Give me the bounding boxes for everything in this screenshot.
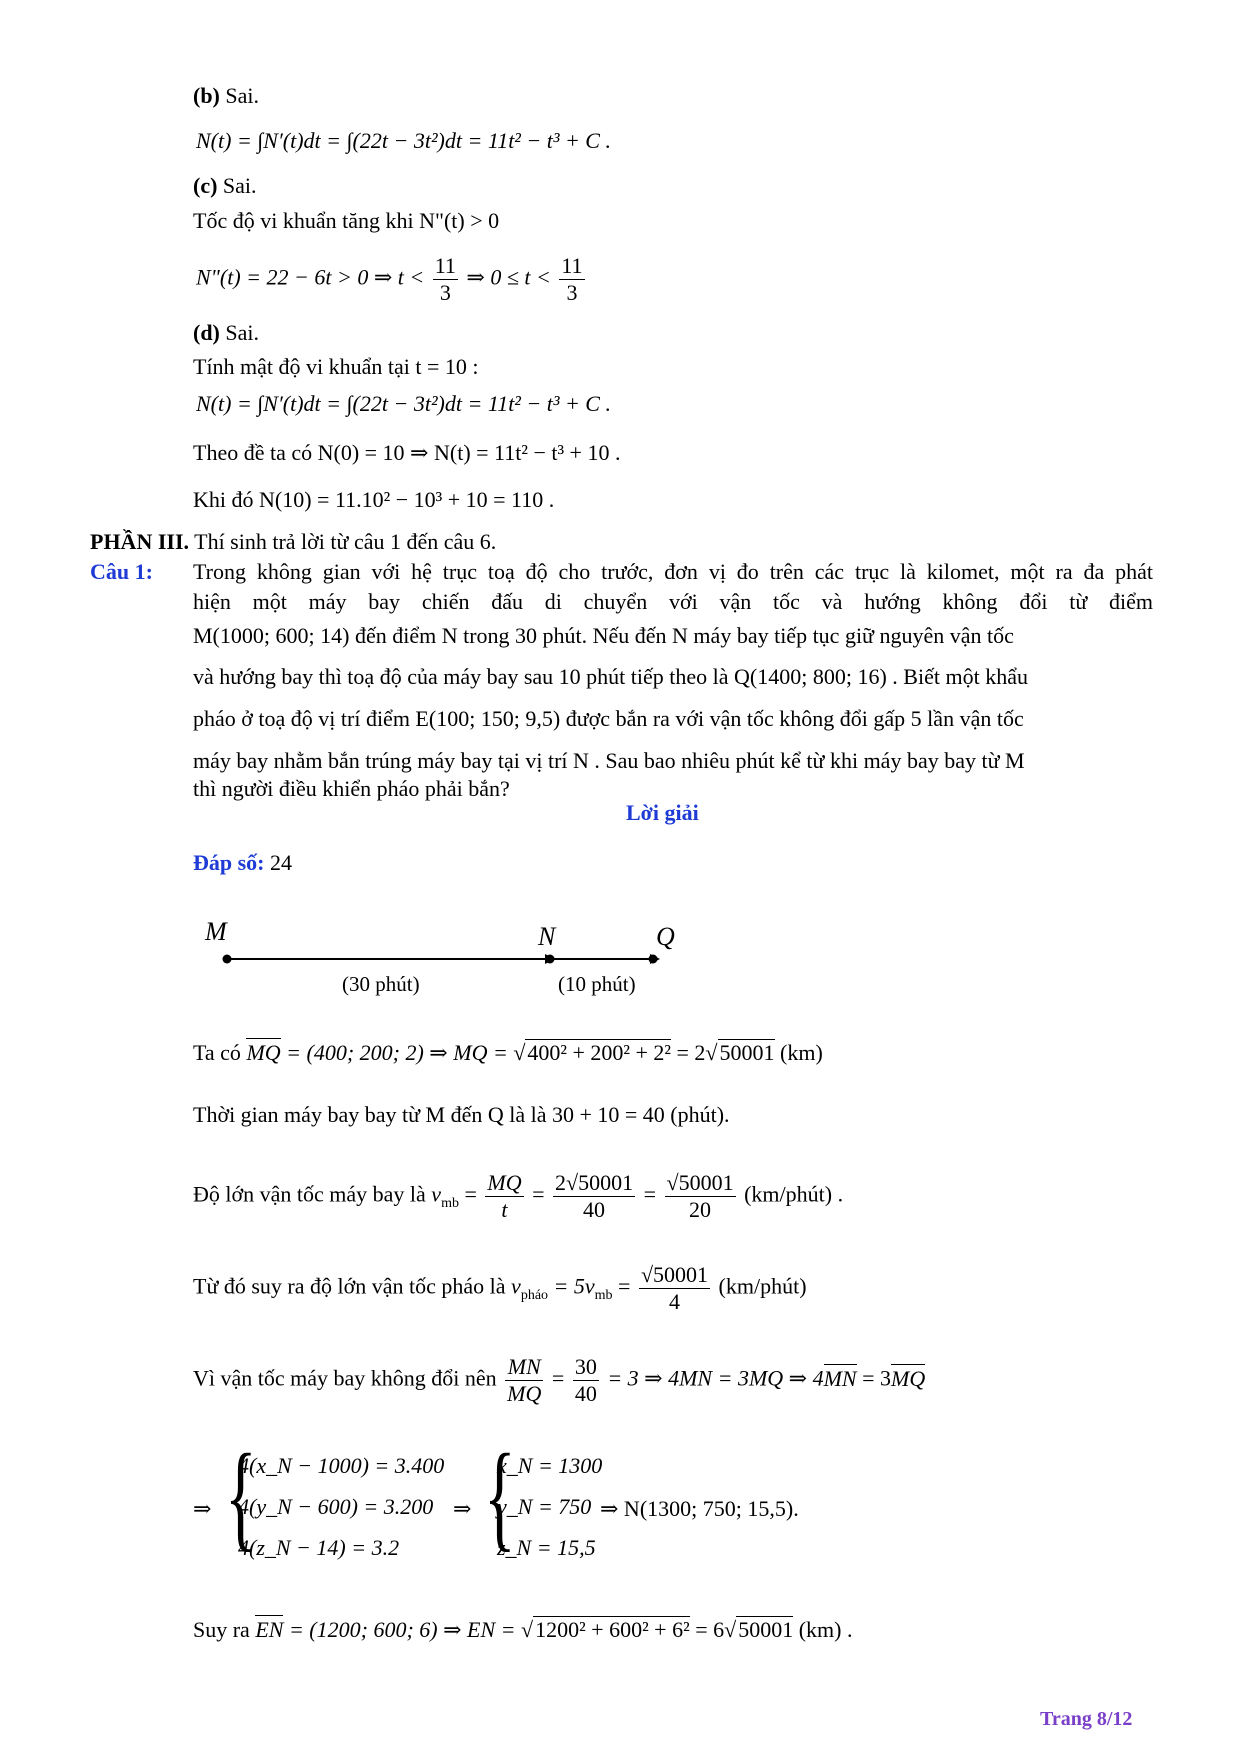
fraction-mq-t: $\frac{MQ}{t}$ [487,1170,522,1222]
q1-line6: máy bay nhằm bắn trúng máy bay tại vị trí N . Sau bao nhiêu phút kể từ khi máy bay bay từ M [193,748,1025,773]
part-c-ineq2: ⇒ 0 ≤ t < [466,264,551,290]
v-sub-mb: mb [441,1195,459,1211]
vector-en: EN [255,1617,284,1642]
sqrt-50001: 50001 [719,1040,775,1065]
part-c-line2 [196,253,588,306]
system1-eq3: 4(z_N − 14) = 3.2 [238,1535,400,1560]
part-c-line1: Tốc độ vi khuẩn tăng khi N"(t) > 0 [193,208,500,233]
system1-eq1: 4(x_N − 1000) = 3.400 [238,1453,445,1478]
system-arrow-2: ⇒ [453,1496,472,1521]
point-m [223,955,232,964]
part-b-text: Sai. [225,83,260,108]
flight-path-diagram [190,910,710,1000]
system-arrow-1: ⇒ [193,1496,212,1521]
part-c-ineq: N"(t) = 22 − 6t > 0 ⇒ t < [196,264,425,290]
q1-line7: thì người điều khiển pháo phải bắn? [193,776,510,801]
sqrt-50001-2: 50001 [738,1617,794,1642]
sol-step4-unit: (km/phút) [718,1273,807,1299]
segment-2-label: (10 phút) [558,972,636,996]
label-m: M [205,917,227,946]
question-1-label: Câu 1: [90,559,153,584]
sol-step4-mid: = 5v [553,1273,595,1299]
vector-mn: MN [823,1365,857,1391]
system2-eq3: z_N = 15,5 [497,1535,596,1560]
sol-step4: Từ đó suy ra độ lớn vận tốc pháo là $v_{pháo} = 5v_{mb}$ = $\frac{√50001}{4}$ (km/phút) [193,1262,807,1314]
system-result: ⇒ N(1300; 750; 15,5). [600,1496,799,1521]
sol-step6-eq: = (1200; 600; 6) ⇒ EN = [288,1617,516,1642]
q1-line2: hiện một máy bay chiến đấu di chuyển với vận tốc và hướng không đổi từ điểm [193,589,1153,614]
v-symbol: v [431,1181,442,1207]
sol-step5-eq2: = 3 [862,1365,892,1391]
sqrt-mq: 400² + 200² + 2² [527,1040,671,1065]
answer-value: 24 [270,850,293,875]
sol-step1-unit: (km) [780,1040,823,1065]
answer-label: Đáp số: [193,850,265,875]
sol-step5-intro: Vì vận tốc máy bay không đổi nên [193,1365,497,1391]
label-n: N [538,922,556,951]
part-d-line1: Tính mật độ vi khuẩn tại t = 10 : [193,354,479,379]
sol-step1-eq: = (400; 200; 2) ⇒ MQ = [286,1040,508,1065]
fraction-sqrt-20: $\frac{√50001}{20}$ [666,1170,734,1222]
system2-eq1: x_N = 1300 [497,1453,603,1478]
left-brace-1: { [225,1429,257,1562]
v-sub-phao: pháo [520,1287,549,1303]
sqrt-en: 1200² + 600² + 6² [535,1617,690,1642]
page-number: Trang 8/12 [1040,1708,1133,1730]
fraction-mn-mq: $\frac{MN}{MQ}$ [507,1354,542,1406]
part3-heading [90,529,496,555]
fraction-11-3: $\frac{11}{3}$ [434,253,456,305]
part-d-formula: N(t) = ∫N′(t)dt = ∫(22t − 3t²)dt = 11t² − t³ + C . [196,391,611,416]
part-d-line3: Theo đề ta có N(0) = 10 ⇒ N(t) = 11t² − t³ + 10 . [193,440,621,465]
label-q: Q [656,922,675,951]
sol-step3: Độ lớn vận tốc máy bay là $v_{mb}$ = $\frac{MQ}{t}$ = $\frac{2√50001}{40}$ = $\frac{√50001}{20}$ (km/phút) . [193,1170,844,1222]
sol-step2: Thời gian máy bay bay từ M đến Q là là 30 + 10 = 40 (phút). [193,1102,730,1127]
sol-step6-intro: Suy ra [193,1617,250,1642]
vector-mq: MQ [246,1040,281,1065]
sol-step6-eq2: = 6 [695,1617,725,1642]
part3-desc: Thí sinh trả lời từ câu 1 đến câu 6. [194,529,497,554]
q1-line1: Trong không gian với hệ trục toạ độ cho trước, đơn vị đo trên các trục là kilomet, một ra đa phát [193,559,1153,584]
part-c-text: Sai. [222,173,257,198]
sol-step4-intro: Từ đó suy ra độ lớn vận tốc pháo là [193,1273,506,1299]
system2-eq2: y_N = 750 [497,1494,592,1519]
fraction-2sqrt-40: $\frac{2√50001}{40}$ [555,1170,634,1222]
sol-step1-intro: Ta có [193,1040,241,1065]
left-brace-2: { [484,1429,516,1562]
part-d-line4: Khi đó N(10) = 11.10² − 10³ + 10 = 110 . [193,487,555,512]
part-b-heading [193,83,259,109]
sol-step3-unit: (km/phút) . [744,1181,844,1207]
sol-step1-eq2: = 2 [676,1040,706,1065]
sol-step6: Suy ra EN = (1200; 600; 6) ⇒ EN = √1200² + 600² + 6² = 6√50001 (km) . [193,1617,853,1642]
sol-step5: Vì vận tốc máy bay không đổi nên $\frac{MN}{MQ}$ = $\frac{30}{40}$ = 3 ⇒ 4MN = 3MQ ⇒ 4MN = 3MQ [193,1354,926,1406]
sol-step6-unit: (km) . [798,1617,853,1642]
sol-step5-eq: = 3 ⇒ 4MN = 3MQ ⇒ 4 [607,1365,824,1391]
q1-line3: M(1000; 600; 14) đến điểm N trong 30 phút. Nếu đến N máy bay tiếp tục giữ nguyên vận tốc [193,623,1014,648]
part-c-label: (c) [193,173,218,198]
solution-title: Lời giải [626,800,699,825]
part-b-formula: N(t) = ∫N′(t)dt = ∫(22t − 3t²)dt = 11t² − t³ + C . [196,128,611,153]
part-d-heading [193,320,259,346]
system1-eq2: 4(y_N − 600) = 3.200 [238,1494,434,1519]
q1-line5: pháo ở toạ độ vị trí điểm E(100; 150; 9,5) được bắn ra với vận tốc không đổi gấp 5 lần vận tốc [193,706,1024,731]
part-c-heading [193,173,257,199]
fraction-sqrt-4: $\frac{√50001}{4}$ [640,1262,709,1314]
part-b-label: (b) [193,83,220,108]
fraction-11-3-b: $\frac{11}{3}$ [561,253,583,305]
answer-line [193,850,292,876]
vector-mq-2: MQ [891,1365,926,1391]
q1-line4: và hướng bay thì toạ độ của máy bay sau 10 phút tiếp theo là Q(1400; 800; 16) . Biết một khẩu [193,664,1028,689]
part-d-text: Sai. [225,320,260,345]
sol-step3-intro: Độ lớn vận tốc máy bay là [193,1181,426,1207]
sol-step1: Ta có MQ = (400; 200; 2) ⇒ MQ = √400² + 200² + 2² = 2√50001 (km) [193,1040,823,1065]
part-d-label: (d) [193,320,220,345]
v-sub-mb-2: mb [594,1287,613,1303]
v-symbol-2: v [511,1273,521,1299]
fraction-30-40: $\frac{30}{40}$ [574,1354,597,1406]
segment-1-label: (30 phút) [342,972,420,996]
part3-title: PHẦN III. [90,529,190,554]
